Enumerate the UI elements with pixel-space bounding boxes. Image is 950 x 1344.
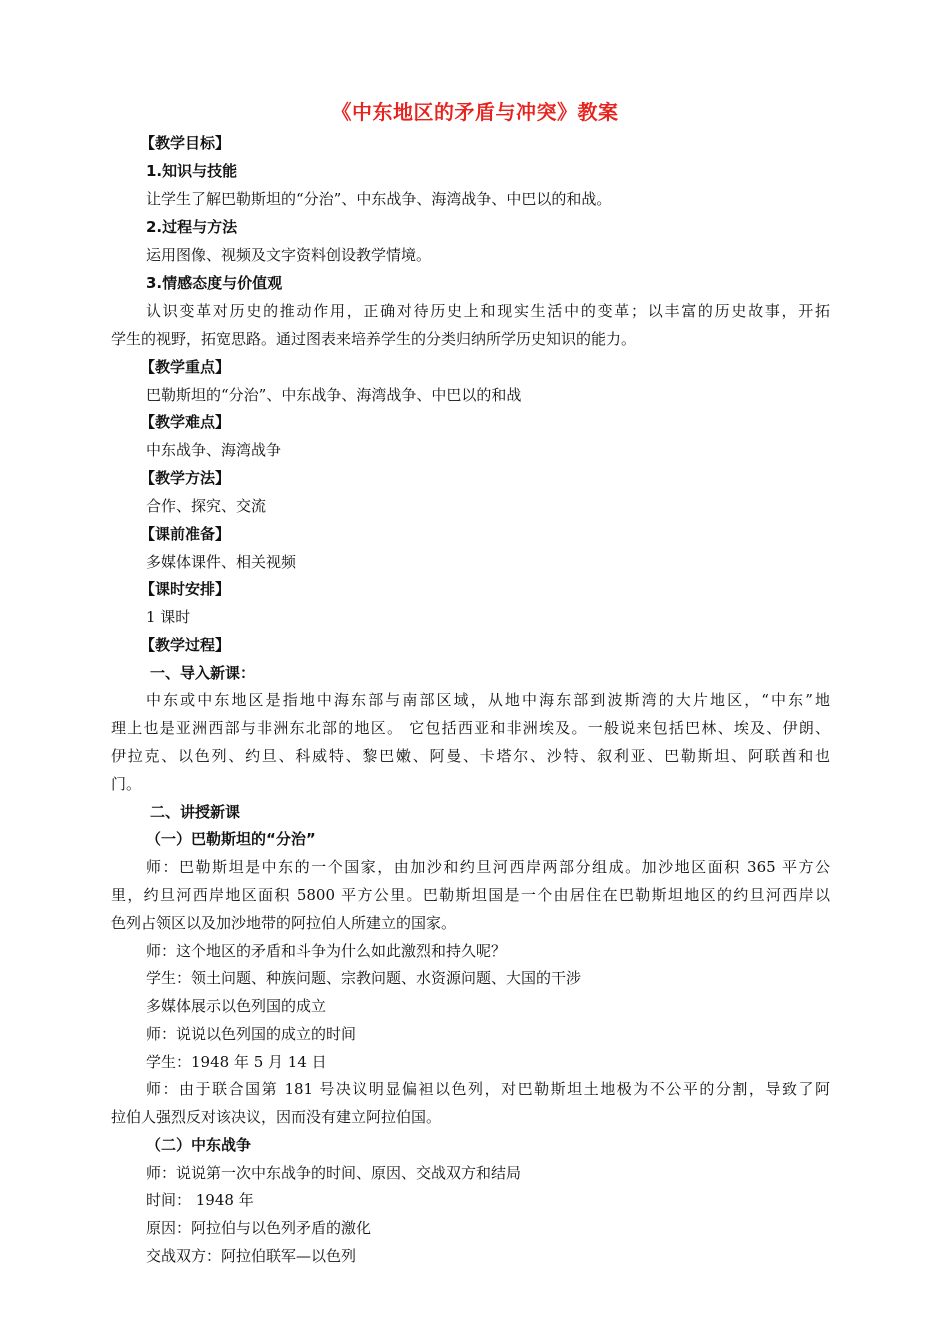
intro-line4: 门。	[111, 775, 142, 793]
goal3-text-line1: 认识变革对历史的推动作用，正确对待历史上和现实生活中的变革；以丰富的历史故事，开拓	[146, 302, 830, 320]
section2-heading: （二）中东战争	[146, 1136, 252, 1154]
goal3-text-line2: 学生的视野，拓宽思路。通过图表来培养学生的分类归纳所学历史知识的能力。	[111, 330, 637, 348]
intro-line2: 理上也是亚洲西部与非洲东北部的地区。 它包括西亚和非洲埃及。一般说来包括巴林、埃及、伊朗、	[111, 719, 830, 737]
teach-heading: 二、讲授新课	[150, 803, 241, 821]
goal1-title: 1.知识与技能	[146, 162, 238, 180]
method-heading: 【教学方法】	[140, 469, 231, 487]
para1-line3: 色列占领区以及加沙地带的阿拉伯人所建立的国家。	[111, 914, 457, 932]
goal3-title: 3.情感态度与价值观	[146, 274, 283, 292]
goal-heading: 【教学目标】	[140, 134, 231, 152]
para2-line1: 师：由于联合国第 181 号决议明显偏袒以色列，对巴勒斯坦土地极为不公平的分割，导致了阿	[146, 1080, 830, 1098]
war-cause: 原因：阿拉伯与以色列矛盾的激化	[146, 1219, 372, 1237]
prep-heading: 【课前准备】	[140, 525, 231, 543]
key-heading: 【教学重点】	[140, 358, 231, 376]
goal2-text: 运用图像、视频及文字资料创设教学情境。	[146, 246, 432, 264]
war-time: 时间： 1948 年	[146, 1191, 254, 1209]
intro-line3: 伊拉克、以色列、约旦、科威特、黎巴嫩、阿曼、卡塔尔、沙特、叙利亚、巴勒斯坦、阿联酋和也	[111, 747, 830, 765]
intro-line1: 中东或中东地区是指地中海东部与南部区域，从地中海东部到波斯湾的大片地区，“中东”地	[146, 691, 830, 709]
question2: 师：说说以色列国的成立的时间	[146, 1025, 357, 1043]
para1-line1: 师：巴勒斯坦是中东的一个国家，由加沙和约旦河西岸两部分组成。加沙地区面积 365 平方公	[146, 858, 830, 876]
para1-line2: 里，约旦河西岸地区面积 5800 平方公里。巴勒斯坦国是一个由居住在巴勒斯坦地区的约旦河西岸以	[111, 886, 830, 904]
key-text: 巴勒斯坦的“分治”、中东战争、海湾战争、中巴以的和战	[146, 386, 522, 404]
goal1-text: 让学生了解巴勒斯坦的“分治”、中东战争、海湾战争、中巴以的和战。	[146, 190, 612, 208]
process-heading: 【教学过程】	[140, 636, 231, 654]
hard-heading: 【教学难点】	[140, 413, 231, 431]
time-text: 1 课时	[146, 608, 191, 626]
goal2-title: 2.过程与方法	[146, 218, 238, 236]
intro-heading: 一、导入新课：	[150, 664, 256, 682]
section1-heading: （一）巴勒斯坦的“分治”	[146, 830, 316, 848]
question1: 师：这个地区的矛盾和斗争为什么如此激烈和持久呢？	[146, 942, 507, 960]
prep-text: 多媒体课件、相关视频	[146, 553, 297, 571]
hard-text: 中东战争、海湾战争	[146, 441, 282, 459]
document-title: 《中东地区的矛盾与冲突》教案	[331, 100, 619, 124]
answer1: 学生：领土问题、种族问题、宗教问题、水资源问题、大国的干涉	[146, 969, 582, 987]
time-heading: 【课时安排】	[140, 580, 231, 598]
para2-line2: 拉伯人强烈反对该决议，因而没有建立阿拉伯国。	[111, 1108, 442, 1126]
answer2: 学生：1948 年 5 月 14 日	[146, 1053, 327, 1071]
war-sides: 交战双方：阿拉伯联军—以色列	[146, 1247, 357, 1265]
question3: 师：说说第一次中东战争的时间、原因、交战双方和结局	[146, 1164, 522, 1182]
method-text: 合作、探究、交流	[146, 497, 267, 515]
media-note: 多媒体展示以色列国的成立	[146, 997, 327, 1015]
